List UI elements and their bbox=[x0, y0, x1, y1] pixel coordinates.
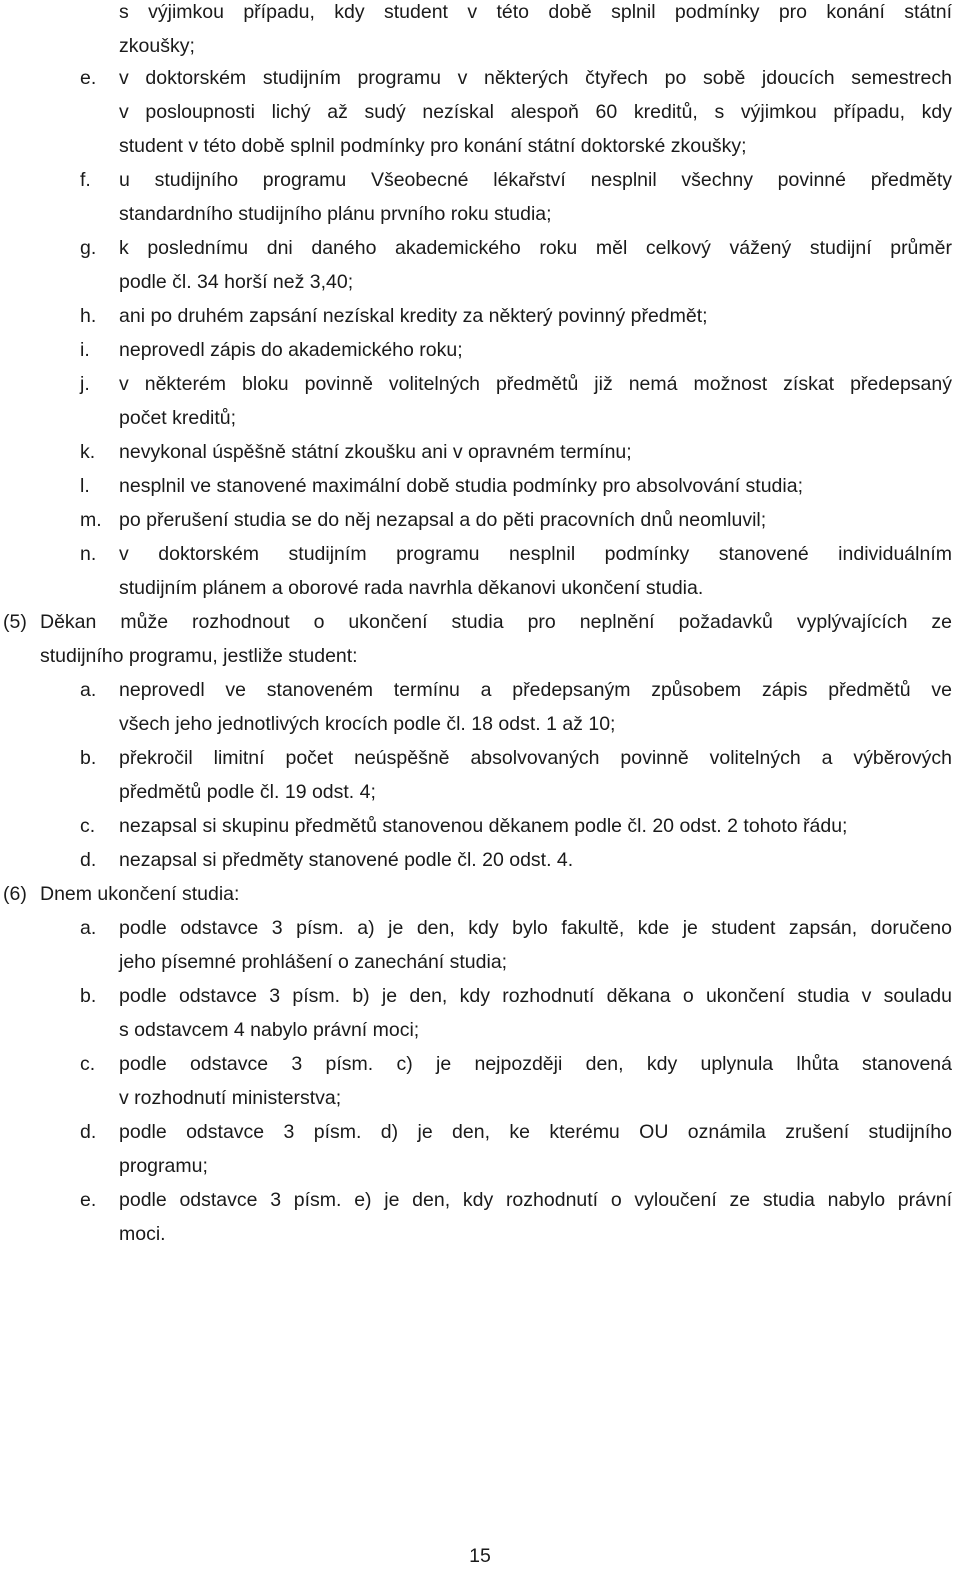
paragraph-6-marker-d: d. bbox=[80, 1121, 97, 1143]
item-g-line-2: podle čl. 34 horší než 3,40; bbox=[119, 271, 354, 293]
item-h-line-1: ani po druhém zapsání nezískal kredity za některý povinný předmět; bbox=[119, 305, 708, 327]
paragraph-5-marker-c: c. bbox=[80, 815, 96, 837]
paragraph-6-item-d-line-2: programu; bbox=[119, 1155, 208, 1177]
paragraph-6-item-c-line-2: v rozhodnutí ministerstva; bbox=[119, 1087, 342, 1109]
item-e-line-1: v doktorském studijním programu v některých čtyřech po sobě jdoucích semestrech bbox=[119, 67, 952, 89]
item-m-line-1: po přerušení studia se do něj nezapsal a do pěti pracovních dnů neomluvil; bbox=[119, 509, 767, 531]
paragraph-6-marker-b: b. bbox=[80, 985, 97, 1007]
paragraph-6-item-b-line-1: podle odstavce 3 písm. b) je den, kdy rozhodnutí děkana o ukončení studia v souladu bbox=[119, 985, 952, 1007]
list-marker-j: j. bbox=[80, 373, 90, 395]
item-e-line-3: student v této době splnil podmínky pro konání státní doktorské zkoušky; bbox=[119, 135, 747, 157]
paragraph-5-item-d-line-1: nezapsal si předměty stanovené podle čl. 20 odst. 4. bbox=[119, 849, 574, 871]
paragraph-5-marker-a: a. bbox=[80, 679, 97, 701]
item-j-line-2: počet kreditů; bbox=[119, 407, 237, 429]
paragraph-6-item-c-line-1: podle odstavce 3 písm. c) je nejpozději den, kdy uplynula lhůta stanovená bbox=[119, 1053, 952, 1075]
paragraph-5-line-1: Děkan může rozhodnout o ukončení studia pro neplnění požadavků vyplývajících ze bbox=[40, 611, 952, 633]
paragraph-6-item-d-line-1: podle odstavce 3 písm. d) je den, ke kterému OU oznámila zrušení studijního bbox=[119, 1121, 952, 1143]
list-marker-l: l. bbox=[80, 475, 90, 497]
paragraph-6-item-b-line-2: s odstavcem 4 nabylo právní moci; bbox=[119, 1019, 420, 1041]
paragraph-5-line-2: studijního programu, jestliže student: bbox=[40, 645, 358, 667]
page-number: 15 bbox=[469, 1545, 491, 1567]
item-n-line-2: studijním plánem a oborové rada navrhla děkanovi ukončení studia. bbox=[119, 577, 704, 599]
paragraph-6-item-a-line-2: jeho písemné prohlášení o zanechání studia; bbox=[119, 951, 508, 973]
item-d-line-2: zkoušky; bbox=[119, 35, 195, 57]
item-k-line-1: nevykonal úspěšně státní zkoušku ani v opravném termínu; bbox=[119, 441, 632, 463]
paragraph-6-line-1: Dnem ukončení studia: bbox=[40, 883, 240, 905]
item-i-line-1: neprovedl zápis do akademického roku; bbox=[119, 339, 463, 361]
paragraph-5-number: (5) bbox=[3, 611, 27, 633]
list-marker-h: h. bbox=[80, 305, 97, 327]
paragraph-6-number: (6) bbox=[3, 883, 27, 905]
item-l-line-1: nesplnil ve stanovené maximální době studia podmínky pro absolvování studia; bbox=[119, 475, 803, 497]
item-f-line-2: standardního studijního plánu prvního roku studia; bbox=[119, 203, 552, 225]
paragraph-5-item-c-line-1: nezapsal si skupinu předmětů stanovenou děkanem podle čl. 20 odst. 2 tohoto řádu; bbox=[119, 815, 848, 837]
paragraph-6-marker-e: e. bbox=[80, 1189, 97, 1211]
item-d-line-1: s výjimkou případu, kdy student v této době splnil podmínky pro konání státní bbox=[119, 1, 952, 23]
paragraph-5-item-b-line-1: překročil limitní počet neúspěšně absolvovaných povinně volitelných a výběrových bbox=[119, 747, 952, 769]
item-f-line-1: u studijního programu Všeobecné lékařství nesplnil všechny povinné předměty bbox=[119, 169, 952, 191]
list-marker-g: g. bbox=[80, 237, 97, 259]
list-marker-f: f. bbox=[80, 169, 91, 191]
paragraph-6-item-e-line-2: moci. bbox=[119, 1223, 166, 1245]
paragraph-6-marker-a: a. bbox=[80, 917, 97, 939]
paragraph-6-marker-c: c. bbox=[80, 1053, 96, 1075]
paragraph-5-item-a-line-2: všech jeho jednotlivých krocích podle čl. 18 odst. 1 až 10; bbox=[119, 713, 616, 735]
item-e-line-2: v posloupnosti lichý až sudý nezískal alespoň 60 kreditů, s výjimkou případu, kdy bbox=[119, 101, 952, 123]
item-j-line-1: v některém bloku povinně volitelných předmětů již nemá možnost získat předepsaný bbox=[119, 373, 952, 395]
list-marker-n: n. bbox=[80, 543, 97, 565]
paragraph-5-marker-b: b. bbox=[80, 747, 97, 769]
paragraph-6-item-e-line-1: podle odstavce 3 písm. e) je den, kdy rozhodnutí o vyloučení ze studia nabylo právní bbox=[119, 1189, 952, 1211]
list-marker-i: i. bbox=[80, 339, 90, 361]
item-n-line-1: v doktorském studijním programu nesplnil podmínky stanovené individuálním bbox=[119, 543, 952, 565]
paragraph-5-item-b-line-2: předmětů podle čl. 19 odst. 4; bbox=[119, 781, 376, 803]
list-marker-m: m. bbox=[80, 509, 102, 531]
paragraph-6-item-a-line-1: podle odstavce 3 písm. a) je den, kdy bylo fakultě, kde je student zapsán, doručeno bbox=[119, 917, 952, 939]
list-marker-e: e. bbox=[80, 67, 97, 89]
paragraph-5-item-a-line-1: neprovedl ve stanoveném termínu a předepsaným způsobem zápis předmětů ve bbox=[119, 679, 952, 701]
list-marker-k: k. bbox=[80, 441, 96, 463]
item-g-line-1: k poslednímu dni daného akademického roku měl celkový vážený studijní průměr bbox=[119, 237, 952, 259]
paragraph-5-marker-d: d. bbox=[80, 849, 97, 871]
